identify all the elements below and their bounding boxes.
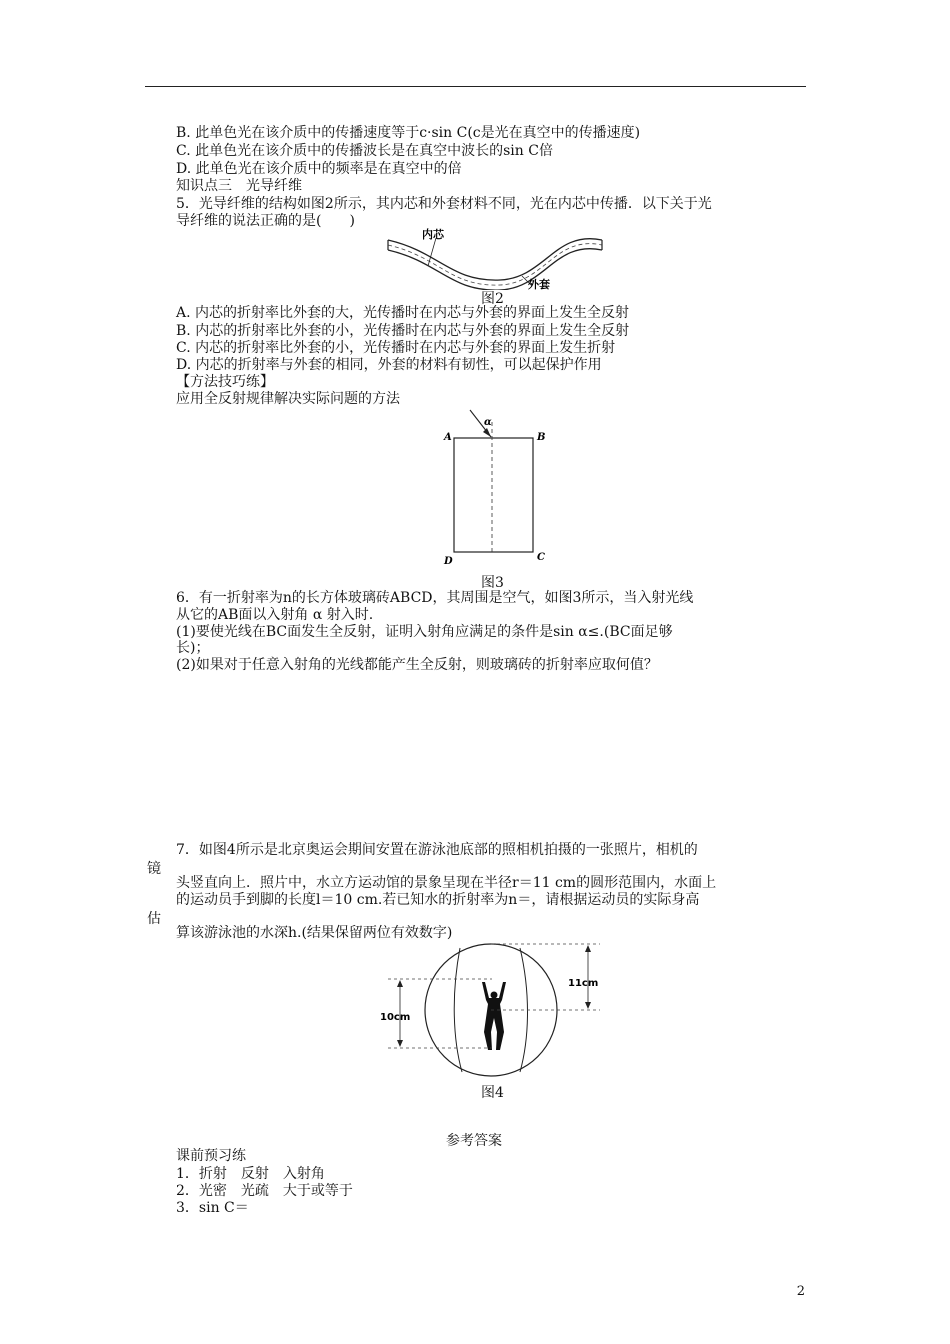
- q4-option-d: D. 此单色光在该介质中的频率是在真空中的倍: [176, 161, 462, 177]
- answer-3: 3．sin C＝: [176, 1200, 249, 1216]
- figure-4-underwater-photo: [378, 940, 608, 1082]
- answers-subtitle: 课前预习练: [176, 1148, 246, 1164]
- q6-line-4: 长)；: [176, 640, 210, 656]
- fiber-outer-edge-bottom: [388, 249, 602, 290]
- header-rule: [145, 86, 806, 87]
- q6-line-1: 6．有一折射率为n的长方体玻璃砖ABCD，其周围是空气，如图3所示，当入射光线: [176, 590, 694, 606]
- answer-1: 1．折射 反射 入射角: [176, 1166, 325, 1182]
- brick-rectangle: [454, 438, 533, 552]
- fiber-outer-edge-top: [388, 239, 602, 280]
- fiber-core-line: [388, 244, 602, 285]
- corner-d: D: [444, 556, 453, 567]
- q7-side-char-2: 估: [147, 911, 161, 927]
- q7-side-char-1: 镜: [147, 861, 161, 877]
- q6-line-3: (1)要使光线在BC面发生全反射，证明入射角应满足的条件是sin α≤.(BC面足够: [176, 624, 673, 640]
- q4-option-c: C. 此单色光在该介质中的传播波长是在真空中波长的sin C倍: [176, 143, 553, 159]
- alpha-label: α: [484, 417, 492, 428]
- q5-option-d: D. 内芯的折射率与外套的相同，外套的材料有韧性，可以起保护作用: [176, 357, 602, 373]
- q7-line-3: 的运动员手到脚的长度l＝10 cm.若已知水的折射率为n＝，请根据运动员的实际身高: [176, 892, 700, 908]
- q7-line-2: 头竖直向上．照片中，水立方运动馆的景象呈现在半径r＝11 cm的圆形范围内，水面上: [176, 875, 717, 891]
- lane-line-left: [454, 948, 462, 1072]
- inner-label-leader: [428, 238, 436, 266]
- figure-4-caption: 图4: [481, 1085, 504, 1101]
- q5-option-c: C. 内芯的折射率比外套的小，光传播时在内芯与外套的界面上发生折射: [176, 340, 616, 356]
- knowledge-point-title: 知识点三 光导纤维: [176, 178, 302, 194]
- right-dimension-label: 11cm: [568, 978, 599, 989]
- page-number: 2: [796, 1284, 805, 1299]
- q4-option-b: B. 此单色光在该介质中的传播速度等于c·sin C(c是光在真空中的传播速度): [176, 125, 641, 141]
- q6-line-2: 从它的AB面以入射角 α 射入时.: [176, 607, 374, 623]
- q7-line-4: 算该游泳池的水深h.(结果保留两位有效数字): [176, 925, 453, 941]
- figure-2-optical-fiber: [380, 224, 610, 290]
- inner-label: 内芯: [422, 228, 444, 241]
- q7-line-1: 7．如图4所示是北京奥运会期间安置在游泳池底部的照相机拍摄的一张照片，相机的: [176, 842, 698, 858]
- corner-a: A: [444, 432, 452, 443]
- q6-line-5: (2)如果对于任意入射角的光线都能产生全反射，则玻璃砖的折射率应取何值？: [176, 657, 658, 673]
- corner-b: B: [537, 432, 546, 443]
- q5-stem-line-2: 导纤维的说法正确的是( ): [176, 213, 355, 229]
- figure-3-glass-brick: [436, 402, 556, 572]
- q5-option-a: A. 内芯的折射率比外套的大，光传播时在内芯与外套的界面上发生全反射: [176, 305, 630, 321]
- method-subtitle: 应用全反射规律解决实际问题的方法: [176, 391, 400, 407]
- left-dimension-label: 10cm: [380, 1012, 411, 1023]
- q5-option-b: B. 内芯的折射率比外套的小，光传播时在内芯与外套的界面上发生全反射: [176, 323, 630, 339]
- answers-title: 参考答案: [446, 1133, 502, 1149]
- figure-2-caption: 图2: [481, 291, 504, 307]
- swimmer-figure: [482, 982, 506, 1050]
- corner-c: C: [537, 552, 545, 563]
- answer-2: 2．光密 光疏 大于或等于: [176, 1183, 353, 1199]
- q5-stem-line-1: 5．光导纤维的结构如图2所示，其内芯和外套材料不同，光在内芯中传播．以下关于光: [176, 196, 712, 212]
- outer-label: 外套: [528, 278, 550, 290]
- figure-3-caption: 图3: [481, 575, 504, 591]
- method-title: 【方法技巧练】: [176, 374, 274, 390]
